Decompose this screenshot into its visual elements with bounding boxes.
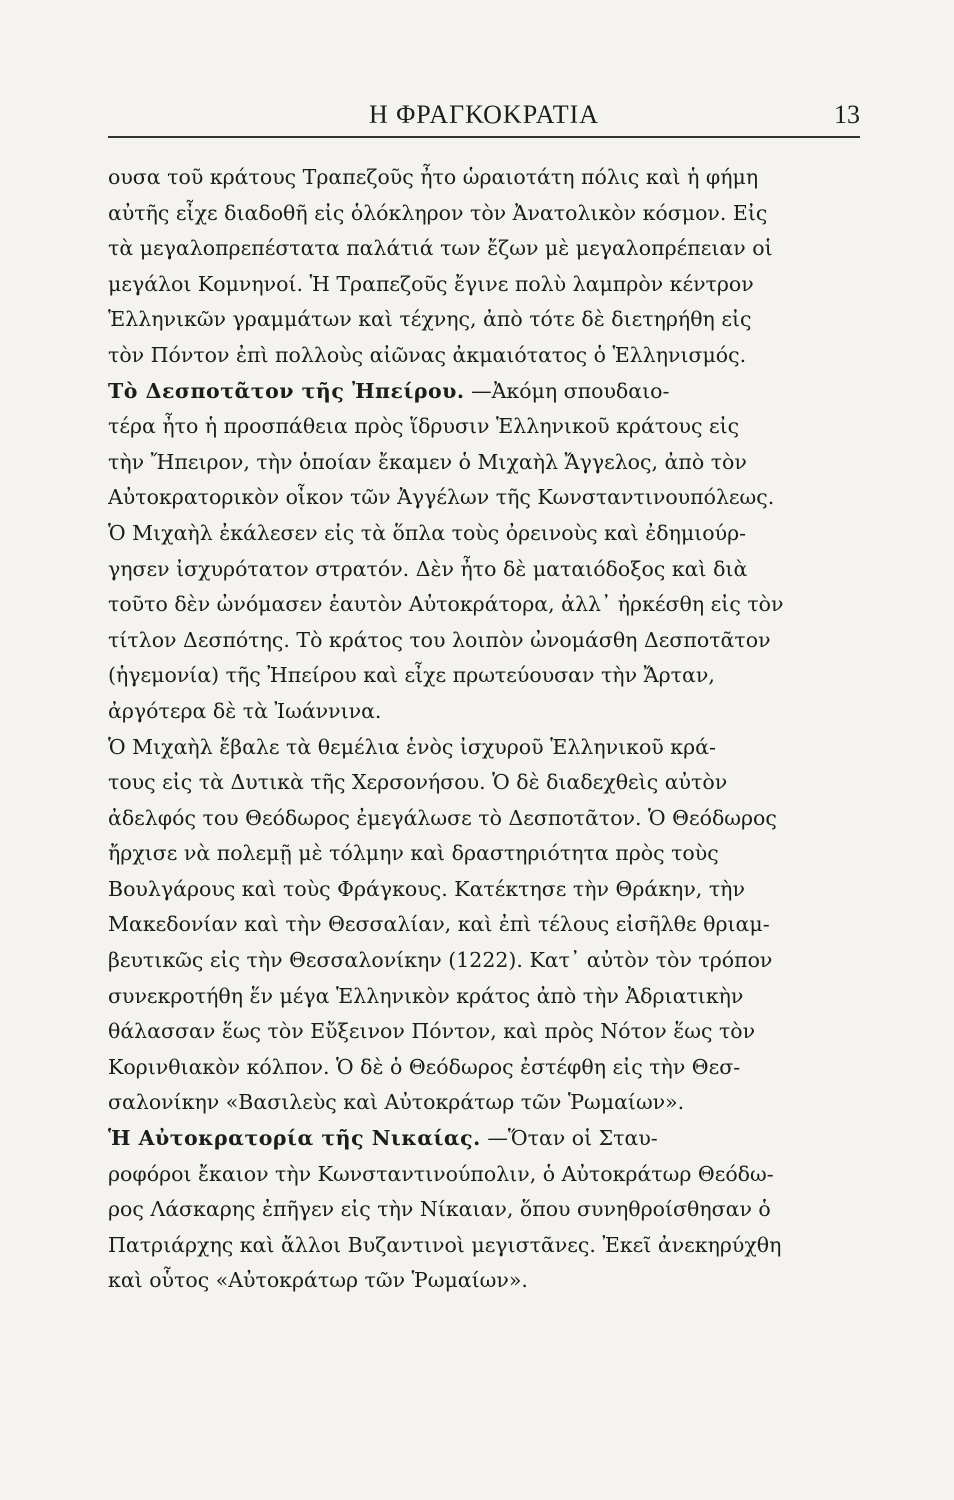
running-head bbox=[108, 96, 860, 138]
section-heading: Ἡ Αὐτοκρατορία τῆς Νικαίας. bbox=[108, 1126, 481, 1151]
section-heading: Τὸ Δεσποτᾶτον τῆς Ἠπείρου. bbox=[108, 378, 465, 403]
text-fragment: —Ἀκόμη σπουδαιο- bbox=[471, 378, 670, 403]
text-line: ἀργότερα δὲ τὰ Ἰωάννινα. bbox=[108, 698, 382, 723]
text-line: μεγάλοι Κομνηνοί. Ἡ Τραπεζοῦς ἔγινε πολὺ λαμπρὸν κέντρον bbox=[108, 271, 754, 296]
text-line: ροφόροι ἔκαιον τὴν Κωνσταντινούπολιν, ὁ Αὐτοκράτωρ Θεόδω- bbox=[108, 1161, 774, 1186]
text-line: τέρα ἦτο ἡ προσπάθεια πρὸς ἵδρυσιν Ἑλληνικοῦ κράτους εἰς bbox=[108, 414, 740, 439]
text-line: τοῦτο δὲν ὠνόμασεν ἑαυτὸν Αὐτοκράτορα, ἀλλ᾽ ἠρκέσθη εἰς τὸν bbox=[108, 592, 784, 617]
text-line: ἤρχισε νὰ πολεμῇ μὲ τόλμην καὶ δραστηριότητα πρὸς τοὺς bbox=[108, 841, 719, 866]
text-line: Πατριάρχης καὶ ἄλλοι Βυζαντινοὶ μεγιστᾶνες. Ἐκεῖ ἀνεκηρύχθη bbox=[108, 1232, 782, 1257]
text-line: ἀδελφός του Θεόδωρος ἐμεγάλωσε τὸ Δεσποτᾶτον. Ὁ Θεόδωρος bbox=[108, 805, 777, 830]
text-line: (ἡγεμονία) τῆς Ἠπείρου καὶ εἶχε πρωτεύουσαν τὴν Ἄρταν, bbox=[108, 663, 715, 688]
text-line: καὶ οὗτος «Αὐτοκράτωρ τῶν Ῥωμαίων». bbox=[108, 1268, 528, 1293]
section-heading-line bbox=[108, 374, 876, 410]
text-line: τὰ μεγαλοπρεπέστατα παλάτιά των ἔζων μὲ μεγαλοπρέπειαν οἱ bbox=[108, 236, 773, 261]
text-line: γησεν ἰσχυρότατον στρατόν. Δὲν ἦτο δὲ ματαιόδοξος καὶ διὰ bbox=[108, 556, 748, 581]
text-line: Βουλγάρους καὶ τοὺς Φράγκους. Κατέκτησε τὴν Θράκην, τὴν bbox=[108, 876, 745, 901]
text-line: ρος Λάσκαρης ἐπῆγεν εἰς τὴν Νίκαιαν, ὅπου συνηθροίσθησαν ὁ bbox=[108, 1197, 771, 1222]
running-title: Η ΦΡΑΓΚΟΚΡΑΤΙΑ bbox=[368, 100, 600, 129]
text-fragment: —Ὅταν οἱ Σταυ- bbox=[487, 1126, 658, 1151]
page-number: 13 bbox=[834, 100, 860, 129]
text-line: σαλονίκην «Βασιλεὺς καὶ Αὐτοκράτωρ τῶν Ῥωμαίων». bbox=[108, 1090, 685, 1115]
section-heading-line bbox=[108, 1121, 876, 1157]
text-line: Κορινθιακὸν κόλπον. Ὁ δὲ ὁ Θεόδωρος ἐστέφθη εἰς τὴν Θεσ- bbox=[108, 1054, 741, 1079]
text-line: βευτικῶς εἰς τὴν Θεσσαλονίκην (1222). Κατ᾽ αὐτὸν τὸν τρόπον bbox=[108, 948, 773, 973]
text-line: τους εἰς τὰ Δυτικὰ τῆς Χερσονήσου. Ὁ δὲ διαδεχθεὶς αὐτὸν bbox=[108, 770, 728, 795]
text-line: συνεκροτήθη ἕν μέγα Ἑλληνικὸν κράτος ἀπὸ τὴν Ἀδριατικὴν bbox=[108, 983, 744, 1008]
text-line: Ἑλληνικῶν γραμμάτων καὶ τέχνης, ἀπὸ τότε δὲ διετηρήθη εἰς bbox=[108, 307, 752, 332]
text-line: τὴν Ἤπειρον, τὴν ὁποίαν ἔκαμεν ὁ Μιχαὴλ Ἄγγελος, ἀπὸ τὸν bbox=[108, 449, 747, 474]
text-line: ουσα τοῦ κράτους Τραπεζοῦς ἦτο ὡραιοτάτη πόλις καὶ ἡ φήμη bbox=[108, 165, 759, 189]
body-text bbox=[108, 160, 876, 1299]
text-line: Αὐτοκρατορικὸν οἶκον τῶν Ἀγγέλων τῆς Κωνσταντινουπόλεως. bbox=[108, 485, 775, 510]
text-line: τίτλον Δεσπότης. Τὸ κράτος του λοιπὸν ὠνομάσθη Δεσποτᾶτον bbox=[108, 627, 771, 652]
text-line: Μακεδονίαν καὶ τὴν Θεσσαλίαν, καὶ ἐπὶ τέλους εἰσῆλθε θριαμ- bbox=[108, 912, 770, 937]
text-line: τὸν Πόντον ἐπὶ πολλοὺς αἰῶνας ἀκμαιότατος ὁ Ἑλληνισμός. bbox=[108, 342, 747, 367]
text-line: Ὁ Μιχαὴλ ἐκάλεσεν εἰς τὰ ὅπλα τοὺς ὀρεινοὺς καὶ ἐδημιούρ- bbox=[108, 520, 747, 545]
text-line: θάλασσαν ἕως τὸν Εὔξεινον Πόντον, καὶ πρὸς Νότον ἕως τὸν bbox=[108, 1019, 756, 1044]
text-line: αὐτῆς εἶχε διαδοθῆ εἰς ὁλόκληρον τὸν Ἀνατολικὸν κόσμον. Εἰς bbox=[108, 200, 768, 225]
text-line: Ὁ Μιχαὴλ ἔβαλε τὰ θεμέλια ἑνὸς ἰσχυροῦ Ἑλληνικοῦ κρά- bbox=[108, 734, 716, 759]
